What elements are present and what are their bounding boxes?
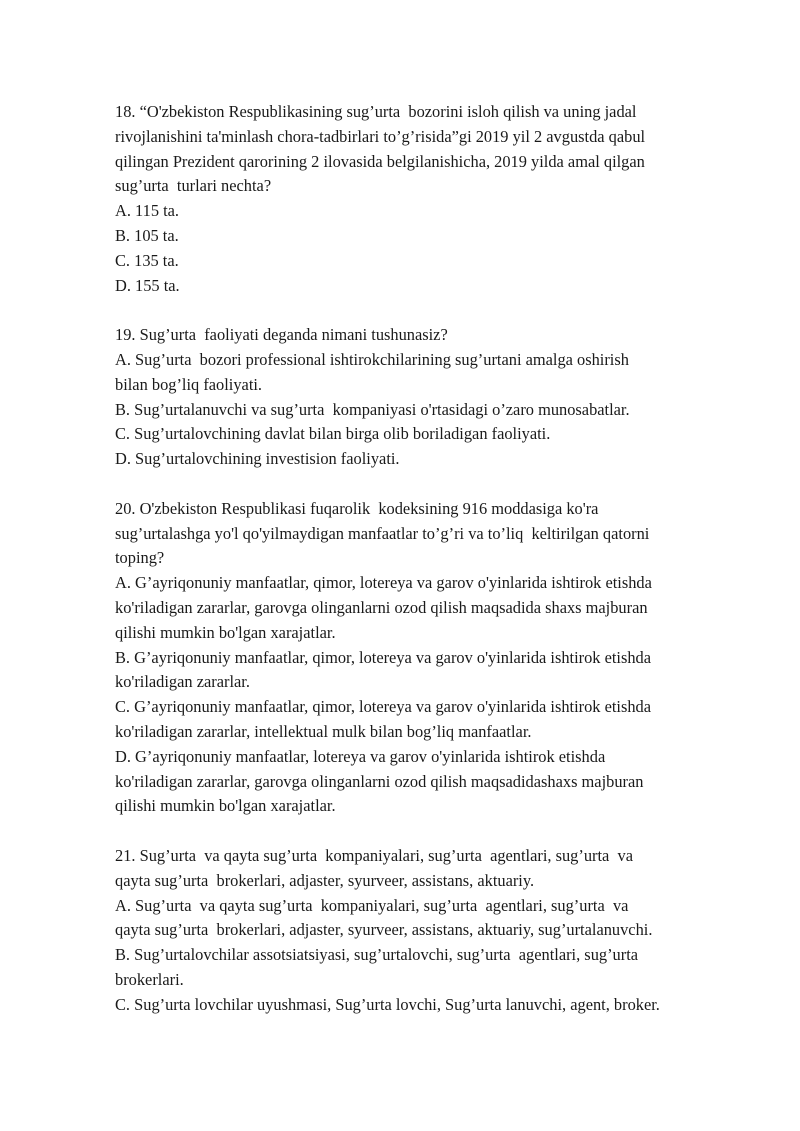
text-line: B. Sug’urtalovchilar assotsiatsiyasi, sug’urtalovchi, sug’urta agentlari, sug’urta [115, 945, 639, 965]
text-line: bilan bog’liq faoliyati. [115, 374, 263, 394]
document-page [115, 100, 765, 1042]
text-line: qayta sug’urta brokerlari, adjaster, syurveer, assistans, aktuariy. [115, 870, 535, 890]
text-line: qilishi mumkin bo'lgan xarajatlar. [115, 622, 336, 642]
question-text: 20. O'zbekiston Respublikasi fuqarolik kodeksining 916 moddasiga ko'ra [115, 498, 599, 518]
text-line: C. Sug’urtalovchining davlat bilan birga olib boriladigan faoliyati. [115, 424, 551, 444]
question-block [115, 844, 765, 1018]
question-text: 19. Sug’urta faoliyati deganda nimani tushunasiz? [115, 325, 448, 345]
text-line: ko'riladigan zararlar. [115, 672, 250, 692]
text-line: A. Sug’urta va qayta sug’urta kompaniyalari, sug’urta agentlari, sug’urta va [115, 895, 629, 915]
text-line: brokerlari. [115, 969, 184, 989]
text-line: B. Sug’urtalanuvchi va sug’urta kompaniyasi o'rtasidagi o’zaro munosabatlar. [115, 399, 630, 419]
question-block [115, 497, 765, 819]
text-line: A. Sug’urta bozori professional ishtirokchilarining sug’urtani amalga oshirish [115, 349, 629, 369]
text-line: ko'riladigan zararlar, garovga olinganlarni ozod qilish maqsadida shaxs majburan [115, 597, 648, 617]
text-line: qilingan Prezident qarorining 2 ilovasida belgilanishicha, 2019 yilda amal qilgan [115, 151, 645, 171]
text-line: D. 155 ta. [115, 275, 180, 295]
text-line: B. 105 ta. [115, 225, 179, 245]
text-line: rivojlanishini ta'minlash chora-tadbirlari to’g’risida”gi 2019 yil 2 avgustda qabul [115, 126, 646, 146]
text-line: ko'riladigan zararlar, garovga olinganlarni ozod qilish maqsadidashaxs majburan [115, 771, 644, 791]
text-line: A. 115 ta. [115, 201, 180, 221]
text-line: D. Sug’urtalovchining investision faoliyati. [115, 449, 400, 469]
text-line: ko'riladigan zararlar, intellektual mulk bilan bog’liq manfaatlar. [115, 721, 532, 741]
text-line: qayta sug’urta brokerlari, adjaster, syurveer, assistans, aktuariy, sug’urtalanuvchi. [115, 920, 653, 940]
question-block [115, 323, 765, 472]
text-line: C. 135 ta. [115, 250, 179, 270]
text-line: qilishi mumkin bo'lgan xarajatlar. [115, 796, 336, 816]
text-line: D. G’ayriqonuniy manfaatlar, lotereya va garov o'yinlarida ishtirok etishda [115, 746, 606, 766]
text-line: toping? [115, 548, 165, 568]
text-line: A. G’ayriqonuniy manfaatlar, qimor, lotereya va garov o'yinlarida ishtirok etishda [115, 573, 652, 593]
text-line: C. Sug’urta lovchilar uyushmasi, Sug’urta lovchi, Sug’urta lanuvchi, agent, broker. [115, 994, 660, 1014]
question-text: 18. “O'zbekiston Respublikasining sug’urta bozorini isloh qilish va uning jadal [115, 102, 637, 121]
text-line: C. G’ayriqonuniy manfaatlar, qimor, lotereya va garov o'yinlarida ishtirok etishda [115, 697, 652, 717]
question-block [115, 100, 765, 298]
question-text: 21. Sug’urta va qayta sug’urta kompaniyalari, sug’urta agentlari, sug’urta va [115, 845, 633, 865]
text-line: sug’urta turlari nechta? [115, 176, 272, 196]
text-line: sug’urtalashga yo'l qo'yilmaydigan manfaatlar to’g’ri va to’liq keltirilgan qatorni [115, 523, 650, 543]
text-line: B. G’ayriqonuniy manfaatlar, qimor, lotereya va garov o'yinlarida ishtirok etishda [115, 647, 652, 667]
